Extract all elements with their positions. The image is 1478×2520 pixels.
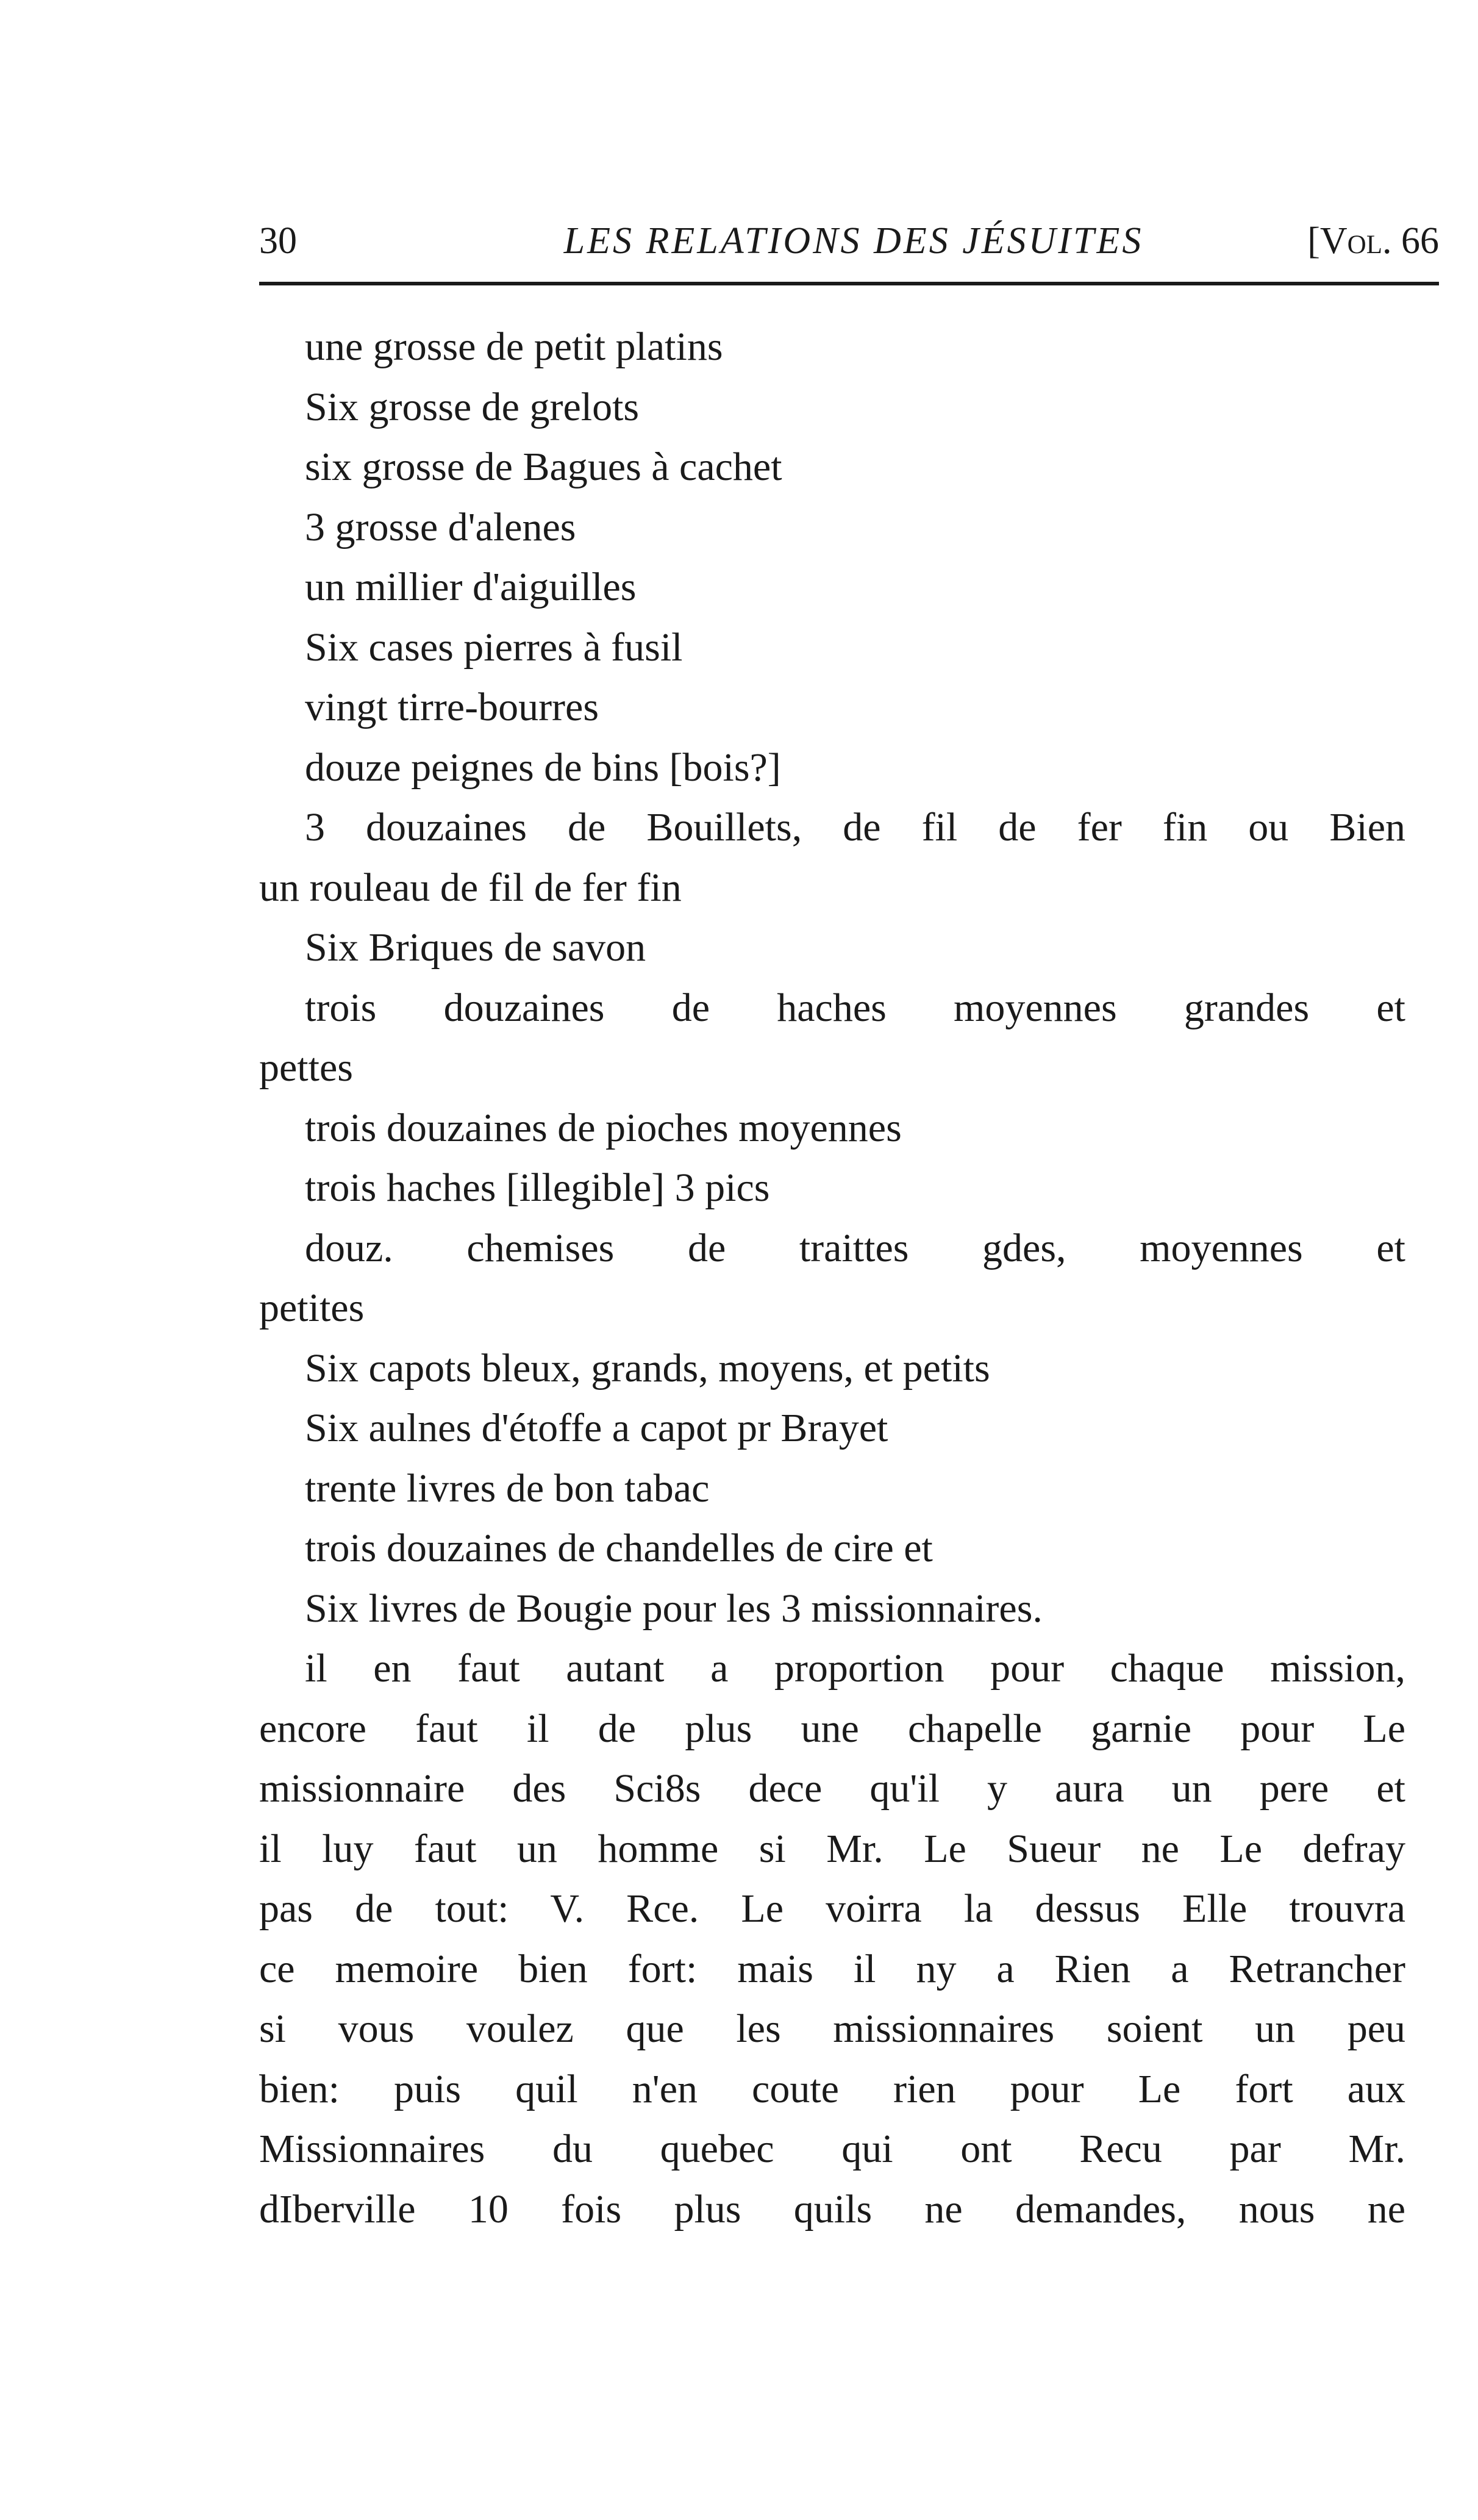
page-number: 30 [259, 220, 297, 262]
text-line: missionnaire des Sci8s dece qu'il y aura un pere et [259, 1766, 1405, 1811]
text-line: Missionnaires du quebec qui ont Recu par Mr. [259, 2127, 1405, 2171]
text-line: douze peignes de bins [bois?] [305, 745, 781, 790]
running-title: LES RELATIONS DES JÉSUITES [563, 220, 1144, 262]
text-line: petites [259, 1286, 365, 1330]
text-line: douz. chemises de traittes gdes, moyennes et [305, 1225, 1405, 1270]
header-rule [259, 282, 1439, 285]
text-line: un millier d'aiguilles [305, 565, 637, 609]
text-line: trois haches [illegible] 3 pics [305, 1165, 770, 1210]
text-line: vingt tirre-bourres [305, 685, 599, 729]
text-line: il luy faut un homme si Mr. Le Sueur ne Le defray [259, 1826, 1405, 1871]
text-line: une grosse de petit platins [305, 324, 723, 369]
running-head [259, 217, 1439, 265]
text-line: six grosse de Bagues à cachet [305, 445, 782, 489]
text-line: si vous voulez que les missionnaires soient un peu [259, 2006, 1405, 2051]
text-line: il en faut autant a proportion pour chaque mission, [305, 1646, 1405, 1691]
text-line: Six aulnes d'étoffe a capot pr Brayet [305, 1406, 888, 1450]
text-line: 3 douzaines de Bouillets, de fil de fer fin ou Bien [305, 805, 1405, 850]
text-line: Six livres de Bougie pour les 3 missionnaires. [305, 1586, 1043, 1631]
text-line: trente livres de bon tabac [305, 1466, 710, 1511]
text-line: Six Briques de savon [305, 925, 646, 970]
body-text [259, 317, 1405, 2239]
text-line: dIberville 10 fois plus quils ne demandes, nous ne [259, 2186, 1405, 2232]
text-line: ce memoire bien fort: mais il ny a Rien a Retrancher [259, 1946, 1405, 1991]
text-line: pas de tout: V. Rce. Le voirra la dessus Elle trouvra [259, 1886, 1405, 1931]
text-line: un rouleau de fil de fer fin [259, 865, 682, 910]
text-line: Six cases pierres à fusil [305, 625, 683, 670]
text-line: 3 grosse d'alenes [305, 504, 576, 549]
volume-label: [Vol. 66 [1307, 220, 1439, 262]
text-line: Six grosse de grelots [305, 384, 640, 429]
text-line: trois douzaines de pioches moyennes [305, 1105, 902, 1150]
text-line: trois douzaines de chandelles de cire et [305, 1526, 933, 1570]
text-line: bien: puis quil n'en coute rien pour Le fort aux [259, 2066, 1405, 2111]
text-line: pettes [259, 1045, 353, 1090]
text-line: trois douzaines de haches moyennes grandes et [305, 985, 1405, 1030]
text-line: Six capots bleux, grands, moyens, et petits [305, 1345, 990, 1391]
text-line: encore faut il de plus une chapelle garnie pour Le [259, 1706, 1405, 1751]
